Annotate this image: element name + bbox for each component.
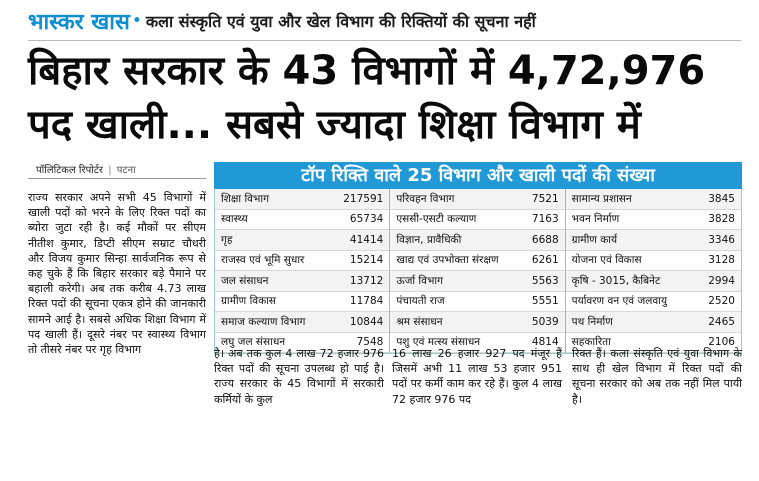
vacant-posts-count: 10844 (349, 315, 384, 328)
byline-place: पटना (116, 165, 136, 176)
department-name: विज्ञान, प्रावैधिकी (396, 233, 462, 246)
table-row (566, 312, 741, 333)
vacant-posts-count: 65734 (349, 213, 384, 226)
table-row (215, 230, 389, 251)
vacant-posts-count: 6688 (531, 233, 559, 246)
table-title: टॉप रिक्ति वाले 25 विभाग और खाली पदों की संख्या (214, 162, 742, 189)
department-name: ऊर्जा विभाग (396, 274, 443, 287)
department-name: खाद्य एवं उपभोक्ता संरक्षण (396, 254, 499, 267)
vacant-posts-count: 2106 (708, 336, 735, 349)
vacant-posts-count: 2994 (708, 274, 735, 287)
table-column (566, 189, 741, 353)
department-name: समाज कल्याण विभाग (221, 315, 306, 328)
table-row (215, 251, 389, 272)
table-row (390, 230, 564, 251)
article-column-3: रिक्त हैं। कला संस्कृति एवं युवा विभाग के साथ ही खेल विभाग में रिक्त पदों की सूचना सरकार को अब तक नहीं मिल पायी है। (572, 347, 742, 406)
vacant-posts-count: 11784 (349, 295, 384, 308)
department-name: ग्रामीण विकास (221, 295, 277, 308)
table-row (390, 251, 564, 272)
vacant-posts-count: 13712 (349, 274, 384, 287)
byline-author: पॉलिटिकल रिपोर्टर (36, 165, 103, 176)
department-name: एससी-एसटी कल्याण (396, 213, 477, 226)
table-row (390, 189, 564, 210)
department-name: पंचायती राज (396, 295, 445, 308)
divider (28, 178, 206, 179)
vacancy-table (214, 162, 742, 354)
vacant-posts-count: 7521 (531, 192, 559, 205)
table-row (566, 230, 741, 251)
table-row (390, 210, 564, 231)
department-name: सहकारिता (571, 336, 611, 349)
department-name: कृषि - 3015, कैबिनेट (571, 274, 661, 287)
table-row (390, 271, 564, 292)
department-name: श्रम संसाधन (396, 315, 443, 328)
kicker-text: कला संस्कृति एवं युवा और खेल विभाग की रिक्तियों की सूचना नहीं (145, 12, 536, 31)
vacant-posts-count: 3128 (708, 254, 735, 267)
vacant-posts-count: 4814 (531, 336, 559, 349)
kicker-brand: भास्कर खास (28, 10, 130, 35)
table-row (215, 189, 389, 210)
table-row (566, 292, 741, 313)
vacant-posts-count: 5563 (531, 274, 559, 287)
divider (28, 40, 741, 41)
kicker-strip (28, 6, 536, 36)
vacant-posts-count: 7548 (356, 336, 384, 349)
vacant-posts-count: 15214 (349, 254, 384, 267)
headline-line-2: पद खाली... सबसे ज्यादा शिक्षा विभाग में (28, 102, 641, 148)
department-name: पथ निर्माण (571, 315, 613, 328)
byline-separator: | (108, 165, 112, 176)
byline (36, 162, 136, 176)
table-column (215, 189, 390, 353)
department-name: पशु एवं मत्स्य संसाधन (396, 336, 481, 349)
vacant-posts-count: 217591 (343, 192, 384, 205)
article-column-left: राज्य सरकार अपने सभी 45 विभागों में खाली पदों को भरने के लिए रिक्त पदों का ब्योरा जुटा रही है। कई मौकों पर सीएम नीतीश कुमार, डिप्टी सीएम सम्राट चौधरी और विजय कुमार सिन्हा सार्वजनिक रूप से कह चुके हैं कि बिहार सरकार बड़े पैमाने पर बहाली करेगी। अब तक करीब 4.73 लाख रिक्त पदों की सूचना एकत्र होने की जानकारी सामने आई है। सबसे अधिक शिक्षा विभाग में पद खाली हैं। दूसरे नंबर पर स्वास्थ्य विभाग तो तीसरे नंबर पर गृह विभाग (28, 191, 206, 357)
vacant-posts-count: 6261 (531, 254, 559, 267)
table-row (215, 271, 389, 292)
department-name: योजना एवं विकास (571, 254, 642, 267)
department-name: स्वास्थ्य (221, 213, 248, 226)
department-name: गृह (221, 233, 233, 246)
department-name: सामान्य प्रशासन (571, 192, 632, 205)
vacant-posts-count: 3845 (708, 192, 735, 205)
article-column-1: है। अब तक कुल 4 लाख 72 हजार 976 रिक्त पदों की सूचना उपलब्ध हो पाई है। राज्य सरकार के 45 विभागों में सरकारी कर्मियों के कुल (214, 347, 384, 406)
vacant-posts-count: 41414 (349, 233, 384, 246)
department-name: लघु जल संसाधन (221, 336, 286, 349)
vacant-posts-count: 7163 (531, 213, 559, 226)
department-name: शिक्षा विभाग (221, 192, 270, 205)
vacant-posts-count: 5039 (531, 315, 559, 328)
table-row (566, 210, 741, 231)
department-name: जल संसाधन (221, 274, 269, 287)
table-row (566, 189, 741, 210)
department-name: परिवहन विभाग (396, 192, 455, 205)
table-row (215, 292, 389, 313)
table-row (215, 210, 389, 231)
table-row (215, 312, 389, 333)
vacant-posts-count: 3346 (708, 233, 735, 246)
article-column-2: 16 लाख 26 हजार 927 पद मंजूर हैं जिसमें अभी 11 लाख 53 हजार 951 पदों पर कर्मी काम कर रहे हैं। कुल 4 लाख 72 हजार 976 पद (392, 347, 562, 406)
department-name: राजस्व एवं भूमि सुधार (221, 254, 305, 267)
vacant-posts-count: 3828 (708, 213, 735, 226)
department-name: पर्यावरण वन एवं जलवायु (571, 295, 668, 308)
bullet-icon: • (131, 11, 142, 31)
headline (28, 44, 748, 152)
table-row (390, 292, 564, 313)
department-name: भवन निर्माण (571, 213, 620, 226)
vacant-posts-count: 2465 (708, 315, 735, 328)
table-body (214, 189, 742, 354)
table-row (566, 271, 741, 292)
vacant-posts-count: 2520 (708, 295, 735, 308)
table-row (390, 312, 564, 333)
table-column (390, 189, 565, 353)
vacant-posts-count: 5551 (531, 295, 559, 308)
table-row (566, 251, 741, 272)
headline-line-1: बिहार सरकार के 43 विभागों में 4,72,976 (28, 48, 706, 94)
department-name: ग्रामीण कार्य (571, 233, 618, 246)
